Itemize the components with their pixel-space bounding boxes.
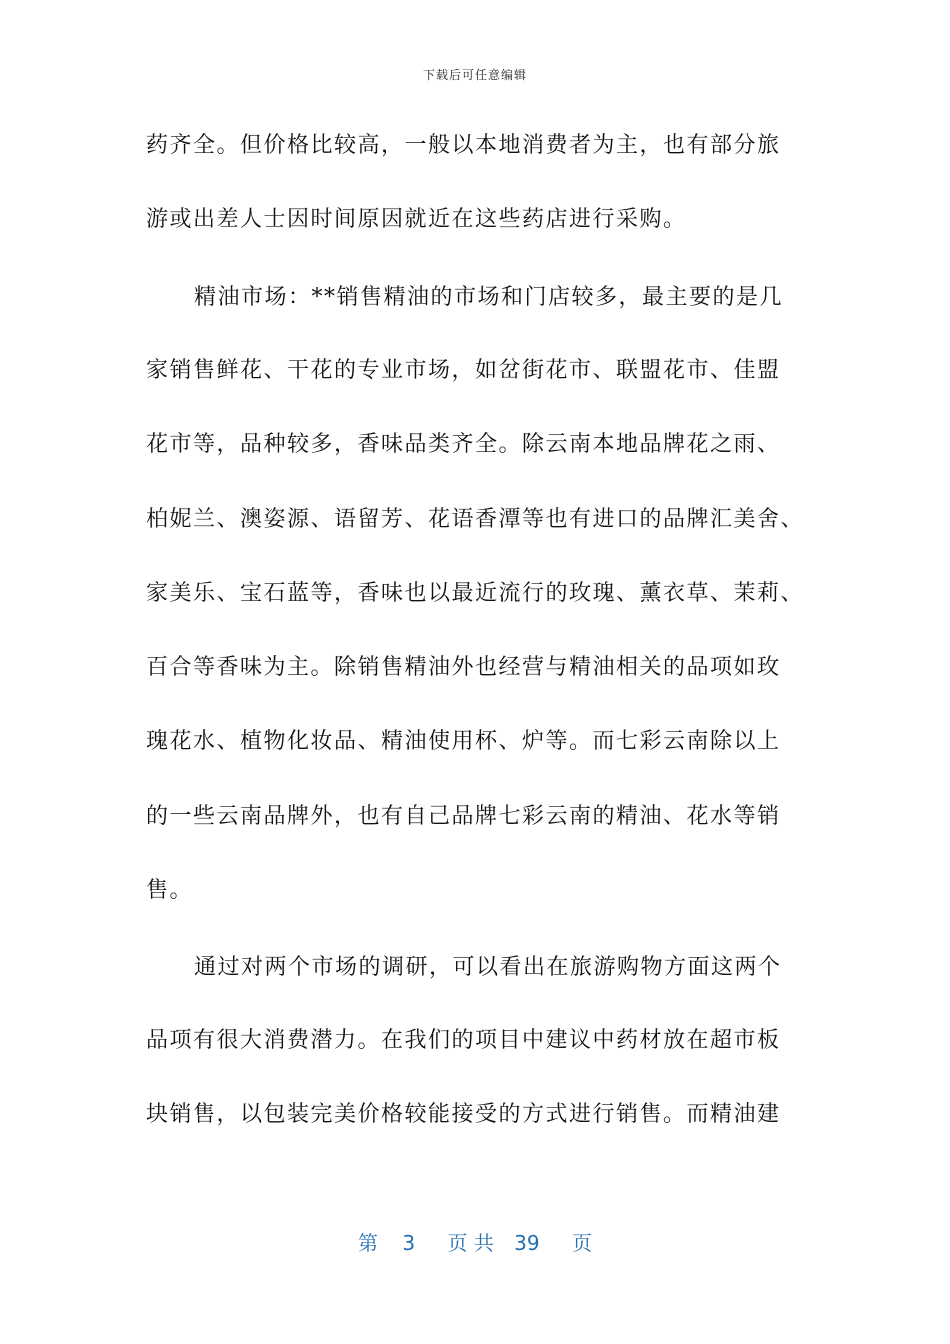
total-page-number: 39 bbox=[514, 1231, 540, 1255]
body-line: 家销售鲜花、干花的专业市场，如岔街花市、联盟花市、佳盟 bbox=[146, 358, 781, 383]
body-line: 家美乐、宝石蓝等，香味也以最近流行的玫瑰、薰衣草、茉莉、 bbox=[146, 581, 805, 606]
body-line: 柏妮兰、澳姿源、语留芳、花语香潭等也有进口的品牌汇美舍、 bbox=[146, 507, 805, 532]
body-line: 的一些云南品牌外，也有自己品牌七彩云南的精油、花水等销 bbox=[146, 804, 781, 829]
body-line: 块销售，以包装完美价格较能接受的方式进行销售。而精油建 bbox=[146, 1102, 781, 1127]
body-line: 售。 bbox=[146, 878, 194, 903]
footer-middle: 页 共 bbox=[447, 1231, 494, 1255]
page-footer bbox=[0, 1227, 950, 1256]
paragraph-start-line: 精油市场：**销售精油的市场和门店较多，最主要的是几 bbox=[194, 285, 784, 310]
body-line: 游或出差人士因时间原因就近在这些药店进行采购。 bbox=[146, 207, 687, 232]
current-page-number: 3 bbox=[402, 1231, 416, 1255]
body-line: 品项有很大消费潜力。在我们的项目中建议中药材放在超市板 bbox=[146, 1028, 781, 1053]
body-line: 百合等香味为主。除销售精油外也经营与精油相关的品项如玫 bbox=[146, 655, 781, 680]
footer-suffix: 页 bbox=[571, 1231, 592, 1255]
body-line: 药齐全。但价格比较高，一般以本地消费者为主，也有部分旅 bbox=[146, 133, 781, 158]
page-header: 下载后可任意编辑 bbox=[422, 68, 527, 82]
footer-prefix: 第 bbox=[358, 1231, 378, 1255]
body-line: 瑰花水、植物化妆品、精油使用杯、炉等。而七彩云南除以上 bbox=[146, 729, 781, 754]
paragraph-start-line: 通过对两个市场的调研，可以看出在旅游购物方面这两个 bbox=[194, 955, 782, 980]
body-line: 花市等，品种较多，香味品类齐全。除云南本地品牌花之雨、 bbox=[146, 432, 781, 457]
